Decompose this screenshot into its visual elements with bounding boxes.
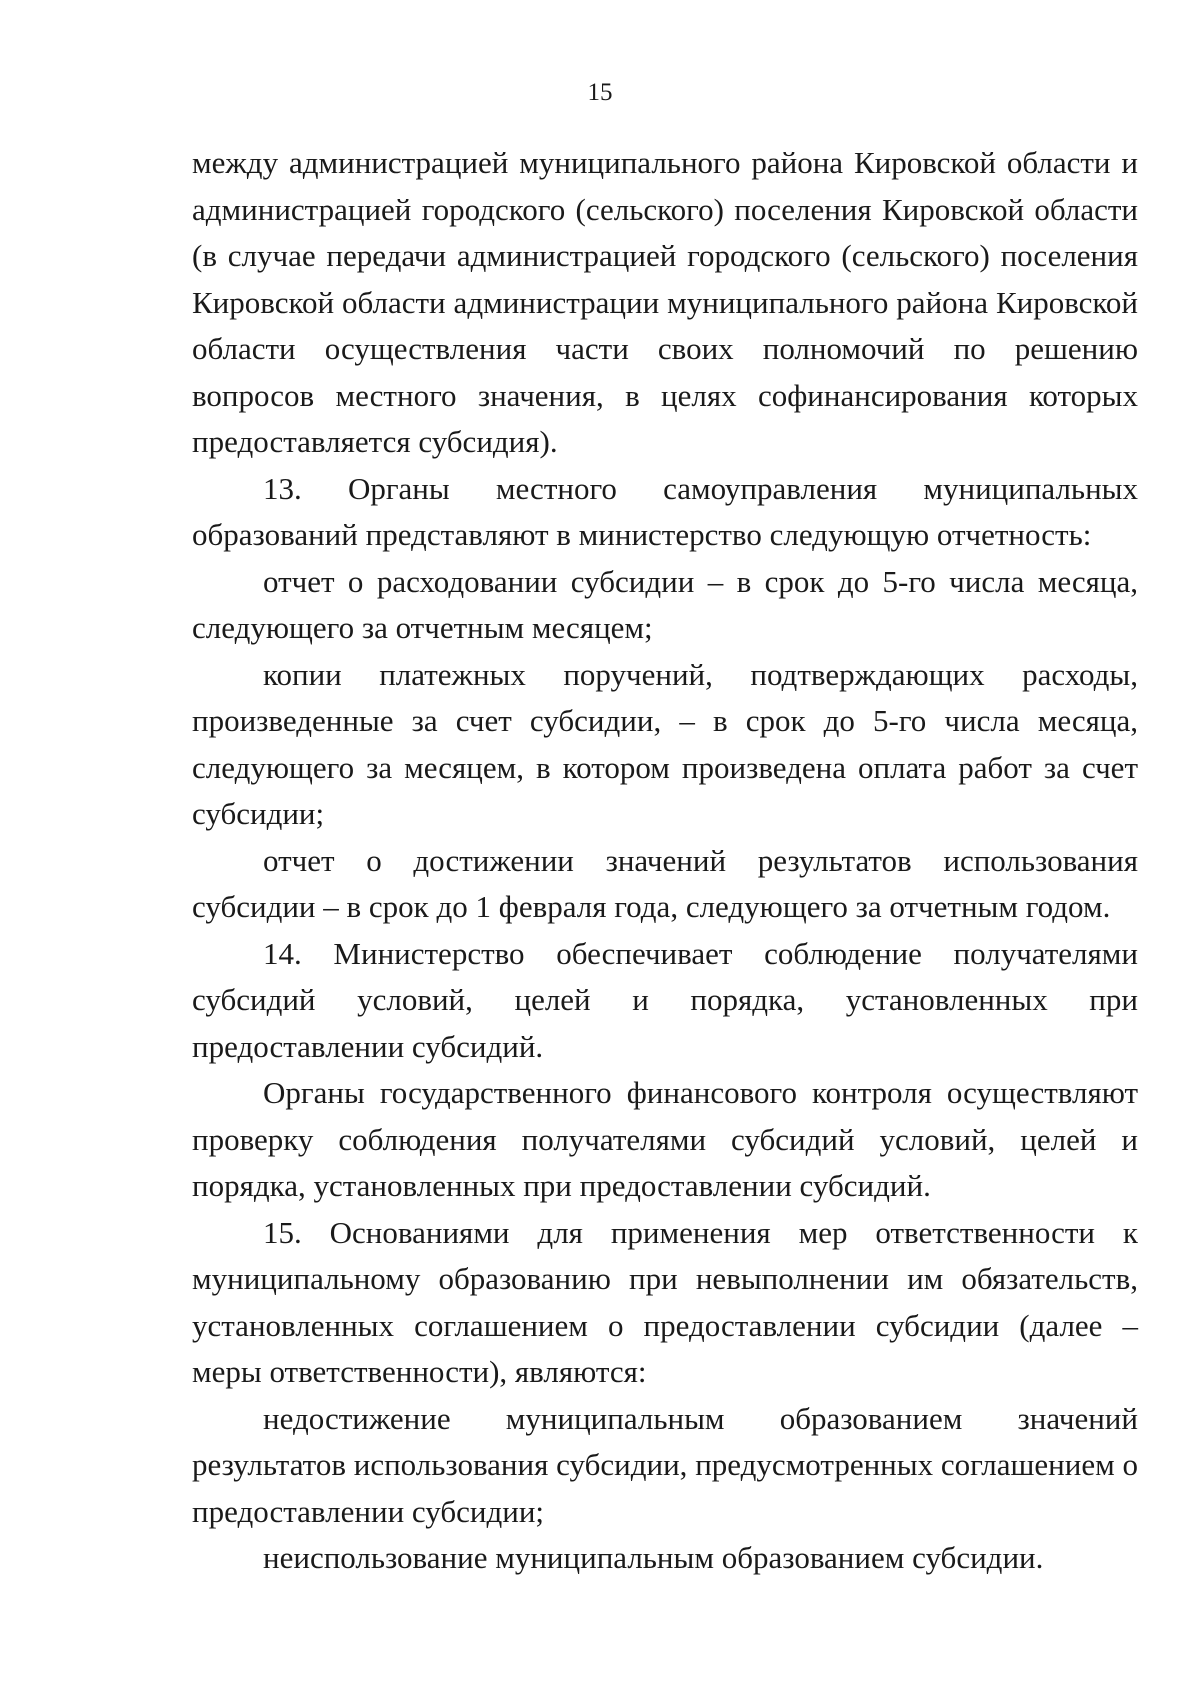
page-number: 15 — [587, 79, 613, 106]
document-body — [192, 140, 1138, 1582]
paragraph-13: 13. Органы местного самоуправления муниципальных образований представляют в министерство следующую отчетность: — [192, 470, 1138, 552]
paragraph-non-achievement: недостижение муниципальным образованием значений результатов использования субсидии, предусмотренных соглашением о предоставлении субсидии; — [192, 1400, 1138, 1529]
paragraph-15: 15. Основаниями для применения мер ответственности к муниципальному образованию при невыполнении им обязательств, установленных соглашением о предоставлении субсидии (далее – меры ответственности), являются: — [192, 1214, 1138, 1389]
paragraph-non-use: неиспользование муниципальным образованием субсидии. — [263, 1540, 1044, 1575]
paragraph-14: 14. Министерство обеспечивает соблюдение получателями субсидий условий, целей и порядка, установленных при предоставлении субсидий. — [192, 935, 1138, 1064]
paragraph-payment-copies: копии платежных поручений, подтверждающих расходы, произведенные за счет субсидии, – в срок до 5-го числа месяца, следующего за месяцем, в котором произведена оплата работ за счет субсидии; — [192, 656, 1138, 831]
paragraph-report-results: отчет о достижении значений результатов использования субсидии – в срок до 1 февраля года, следующего за отчетным годом. — [192, 842, 1138, 924]
paragraph-continuation: между администрацией муниципального района Кировской области и администрацией городского (сельского) поселения Кировской области (в случае передачи администрацией городского (сельского) поселения Кировской области администрации муниципального района Кировской области осуществления части своих полномочий по решению вопросов местного значения, в целях софинансирования которых предоставляется субсидия). — [192, 145, 1138, 459]
paragraph-report-spending: отчет о расходовании субсидии – в срок до 5-го числа месяца, следующего за отчетным месяцем; — [192, 563, 1138, 645]
paragraph-financial-control: Органы государственного финансового контроля осуществляют проверку соблюдения получателями субсидий условий, целей и порядка, установленных при предоставлении субсидий. — [192, 1075, 1138, 1203]
